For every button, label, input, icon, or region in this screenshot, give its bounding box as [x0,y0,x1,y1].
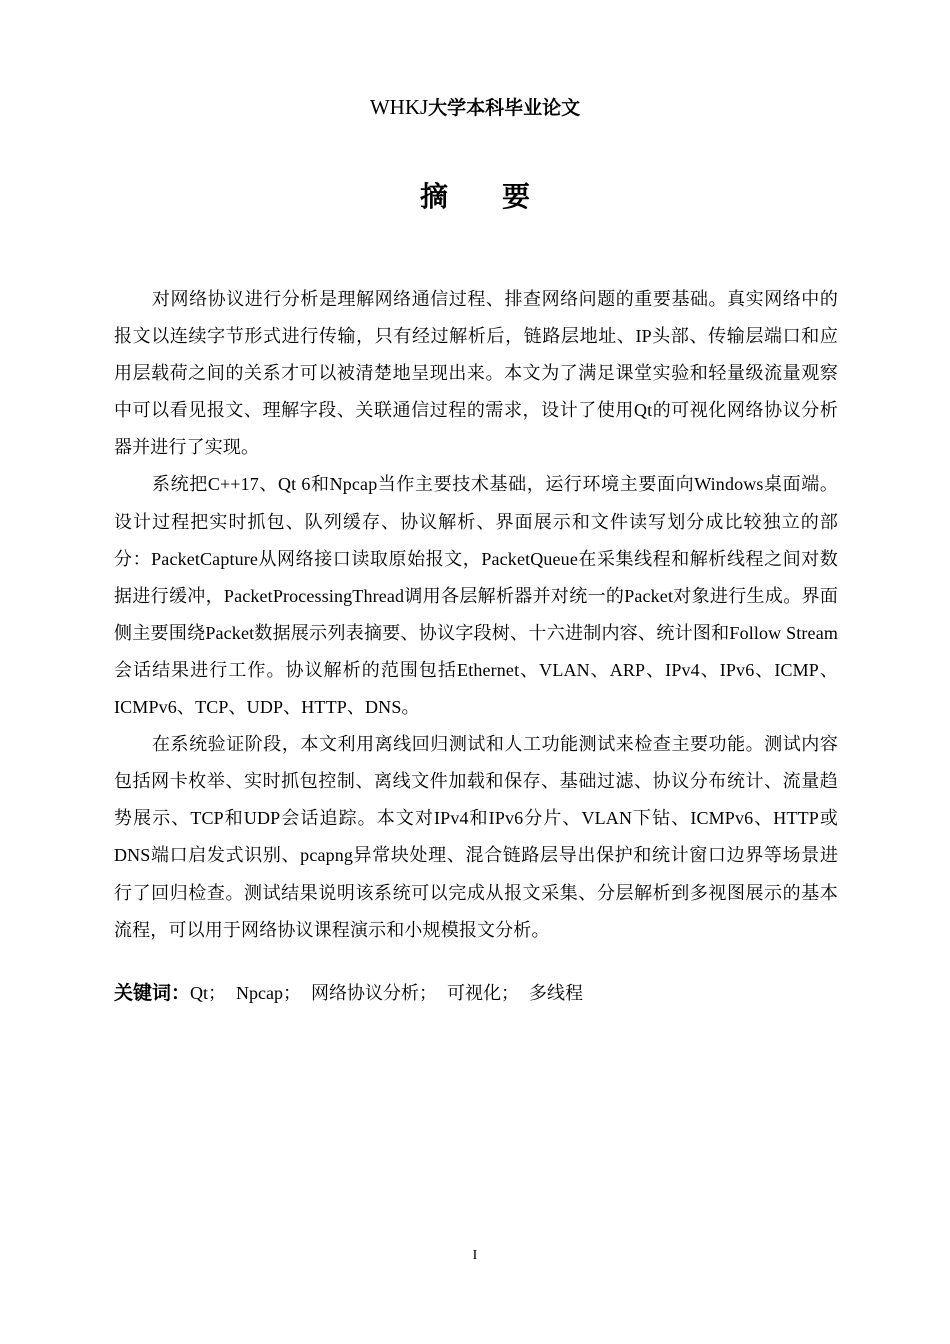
header-university-code: WHKJ [369,95,429,119]
keyword-item: Qt； [190,983,227,1003]
abstract-title: 摘要 [419,180,584,213]
abstract-paragraph-3: 在系统验证阶段，本文利用离线回归测试和人工功能测试来检查主要功能。测试内容包括网卡枚举、实时抓包控制、离线文件加载和保存、基础过滤、协议分布统计、流量趋势展示、TCP和UDP会话追踪。本文对IPv4和IPv6分片、VLAN下钻、ICMPv6、HTTP或DNS端口启发式识别、pcapng异常块处理、混合链路层导出保护和统计窗口边界等场景进行了回归检查。测试结果说明该系统可以完成从报文采集、分层解析到多视图展示的基本流程，可以用于网络协议课程演示和小规模报文分析。 [114,734,838,940]
page-number: I [472,1248,478,1263]
keyword-item: Npcap； [236,983,301,1003]
keyword-item: 可视化； [447,983,519,1003]
abstract-body [114,281,838,949]
keyword-item: 网络协议分析； [311,983,437,1003]
keyword-item: 多线程 [529,983,583,1003]
abstract-paragraph-1: 对网络协议进行分析是理解网络通信过程、排查网络问题的重要基础。真实网络中的报文以连续字节形式进行传输，只有经过解析后，链路层地址、IP头部、传输层端口和应用层载荷之间的关系才可以被清楚地呈现出来。本文为了满足课堂实验和轻量级流量观察中可以看见报文、理解字段、关联通信过程的需求，设计了使用Qt的可视化网络协议分析器并进行了实现。 [114,289,838,458]
keywords-line [114,975,838,1012]
abstract-paragraph-2: 系统把C++17、Qt 6和Npcap当作主要技术基础，运行环境主要面向Windows桌面端。设计过程把实时抓包、队列缓存、协议解析、界面展示和文件读写划分成比较独立的部分：PacketCapture从网络接口读取原始报文，PacketQueue在采集线程和解析线程之间对数据进行缓冲，PacketProcessingThread调用各层解析器并对统一的Packet对象进行生成。界面侧主要围绕Packet数据展示列表摘要、协议字段树、十六进制内容、统计图和Follow Stream会话结果进行工作。协议解析的范围包括Ethernet、VLAN、ARP、IPv4、IPv6、ICMP、ICMPv6、TCP、UDP、HTTP、DNS。 [114,474,838,718]
keywords-label: 关键词： [114,982,191,1004]
running-header [0,93,950,122]
header-thesis-label: 大学本科毕业论文 [428,97,581,119]
